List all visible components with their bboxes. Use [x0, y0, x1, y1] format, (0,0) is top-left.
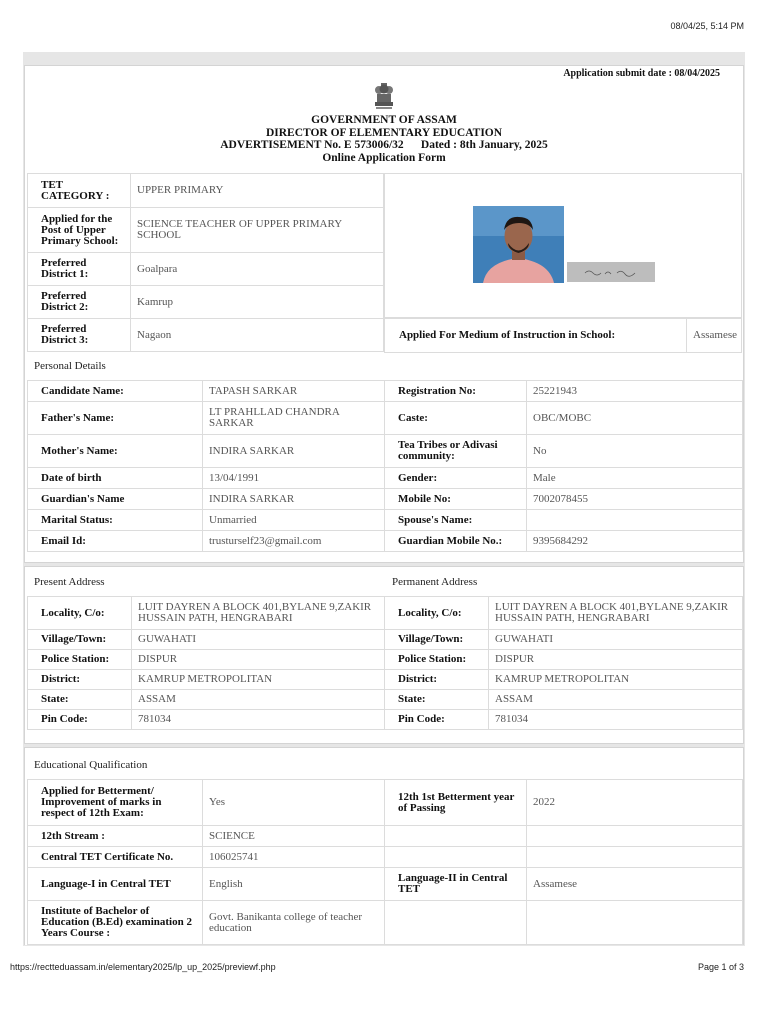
field-label: Father's Name: — [28, 402, 203, 435]
permanent-value: GUWAHATI — [489, 630, 743, 650]
medium-table — [384, 318, 742, 353]
education-title: Educational Qualification — [34, 759, 148, 771]
present-value: KAMRUP METROPOLITAN — [132, 670, 385, 690]
present-value: 781034 — [132, 710, 385, 730]
candidate-photo — [473, 206, 564, 283]
field-label: District: — [28, 670, 132, 690]
field-label: Email Id: — [28, 531, 203, 552]
permanent-value: 781034 — [489, 710, 743, 730]
field-label: Pin Code: — [385, 710, 489, 730]
field-label: Locality, C/o: — [385, 597, 489, 630]
field-label: Preferred District 3: — [28, 319, 131, 352]
field-value: No — [527, 435, 743, 468]
field-value: Male — [527, 468, 743, 489]
field-label: Mobile No: — [385, 489, 527, 510]
field-label: 12th 1st Betterment year of Passing — [385, 780, 527, 826]
table-row — [28, 710, 743, 730]
field-value: Assamese — [527, 868, 743, 901]
field-value: 2022 — [527, 780, 743, 826]
field-label: Preferred District 1: — [28, 253, 131, 286]
field-label: Institute of Bachelor of Education (B.Ed) examination 2 Years Course : — [28, 901, 203, 945]
field-value: Nagaon — [131, 319, 384, 352]
field-label: Village/Town: — [28, 630, 132, 650]
field-label: Police Station: — [385, 650, 489, 670]
field-label: District: — [385, 670, 489, 690]
medium-value: Assamese — [687, 319, 742, 353]
permanent-value: LUIT DAYREN A BLOCK 401,BYLANE 9,ZAKIR HUSSAIN PATH, HENGRABARI — [489, 597, 743, 630]
table-row — [28, 670, 743, 690]
department-title: DIRECTOR OF ELEMENTARY EDUCATION — [265, 127, 503, 139]
field-value: INDIRA SARKAR — [203, 435, 385, 468]
field-value — [527, 826, 743, 847]
field-label: State: — [385, 690, 489, 710]
table-row — [28, 780, 743, 826]
personal-details-table — [27, 380, 743, 552]
advertisement-date: Dated : 8th January, 2025 — [420, 139, 548, 151]
field-value: SCIENCE — [203, 826, 385, 847]
field-label: Preferred District 2: — [28, 286, 131, 319]
permanent-value: DISPUR — [489, 650, 743, 670]
advertisement-number: ADVERTISEMENT No. E 573006/32 — [220, 139, 404, 151]
field-label: Village/Town: — [385, 630, 489, 650]
field-value: Yes — [203, 780, 385, 826]
field-label: TET CATEGORY : — [28, 174, 131, 208]
field-value: UPPER PRIMARY — [131, 174, 384, 208]
table-row — [28, 319, 384, 352]
field-label: Locality, C/o: — [28, 597, 132, 630]
table-row — [28, 286, 384, 319]
field-value: Goalpara — [131, 253, 384, 286]
table-row — [28, 531, 743, 552]
field-label: Language-II in Central TET — [385, 868, 527, 901]
permanent-address-title: Permanent Address — [392, 576, 478, 588]
present-value: GUWAHATI — [132, 630, 385, 650]
field-label: Language-I in Central TET — [28, 868, 203, 901]
field-label — [385, 847, 527, 868]
field-value: SCIENCE TEACHER OF UPPER PRIMARY SCHOOL — [131, 208, 384, 253]
table-row — [28, 468, 743, 489]
field-label: Spouse's Name: — [385, 510, 527, 531]
application-table — [27, 173, 384, 352]
field-label: Caste: — [385, 402, 527, 435]
field-label — [385, 826, 527, 847]
education-table — [27, 779, 743, 945]
field-value: 13/04/1991 — [203, 468, 385, 489]
field-label: Gender: — [385, 468, 527, 489]
field-value: INDIRA SARKAR — [203, 489, 385, 510]
field-label: State: — [28, 690, 132, 710]
field-value: Unmarried — [203, 510, 385, 531]
field-label: Guardian Mobile No.: — [385, 531, 527, 552]
form-title: Online Application Form — [322, 152, 446, 164]
field-label: Registration No: — [385, 381, 527, 402]
table-row — [28, 435, 743, 468]
table-row — [28, 489, 743, 510]
field-value — [527, 510, 743, 531]
signature-scribble — [567, 262, 655, 282]
table-row — [385, 319, 742, 353]
field-value: 25221943 — [527, 381, 743, 402]
submit-date: Application submit date : 08/04/2025 — [563, 68, 720, 79]
table-row — [28, 402, 743, 435]
present-address-title: Present Address — [34, 576, 105, 588]
field-value: English — [203, 868, 385, 901]
table-row — [28, 510, 743, 531]
field-value — [527, 847, 743, 868]
advertisement-line — [0, 139, 768, 151]
field-label: Date of birth — [28, 468, 203, 489]
table-row — [28, 650, 743, 670]
photo-box — [384, 173, 742, 318]
table-row — [28, 381, 743, 402]
medium-label: Applied For Medium of Instruction in School: — [385, 319, 687, 353]
table-row — [28, 868, 743, 901]
present-value: DISPUR — [132, 650, 385, 670]
field-value: 9395684292 — [527, 531, 743, 552]
field-value: Kamrup — [131, 286, 384, 319]
field-label: 12th Stream : — [28, 826, 203, 847]
field-label — [385, 901, 527, 945]
field-label: Pin Code: — [28, 710, 132, 730]
field-value: trusturself23@gmail.com — [203, 531, 385, 552]
field-label: Applied for the Post of Upper Primary School: — [28, 208, 131, 253]
field-value: TAPASH SARKAR — [203, 381, 385, 402]
page-indicator: Page 1 of 3 — [697, 962, 744, 972]
field-value: LT PRAHLLAD CHANDRA SARKAR — [203, 402, 385, 435]
table-row — [28, 847, 743, 868]
print-datetime: 08/04/25, 5:14 PM — [670, 21, 744, 31]
table-row — [28, 597, 743, 630]
field-value: 106025741 — [203, 847, 385, 868]
candidate-signature — [567, 262, 655, 282]
page-url: https://rectteduassam.in/elementary2025/lp_up_2025/previewf.php — [10, 962, 276, 972]
personal-details-title: Personal Details — [34, 360, 106, 372]
table-row — [28, 690, 743, 710]
field-label: Marital Status: — [28, 510, 203, 531]
field-label: Mother's Name: — [28, 435, 203, 468]
table-row — [28, 901, 743, 945]
field-label: Tea Tribes or Adivasi community: — [385, 435, 527, 468]
table-row — [28, 208, 384, 253]
present-value: ASSAM — [132, 690, 385, 710]
address-table — [27, 596, 743, 730]
table-row — [28, 253, 384, 286]
government-title: GOVERNMENT OF ASSAM — [311, 114, 457, 126]
state-emblem-icon — [370, 80, 398, 112]
present-value: LUIT DAYREN A BLOCK 401,BYLANE 9,ZAKIR HUSSAIN PATH, HENGRABARI — [132, 597, 385, 630]
permanent-value: ASSAM — [489, 690, 743, 710]
permanent-value: KAMRUP METROPOLITAN — [489, 670, 743, 690]
field-value: OBC/MOBC — [527, 402, 743, 435]
field-label: Police Station: — [28, 650, 132, 670]
table-row — [28, 174, 384, 208]
field-label: Central TET Certificate No. — [28, 847, 203, 868]
field-label: Candidate Name: — [28, 381, 203, 402]
table-row — [28, 630, 743, 650]
field-label: Guardian's Name — [28, 489, 203, 510]
field-value: 7002078455 — [527, 489, 743, 510]
table-row — [28, 826, 743, 847]
field-value: Govt. Banikanta college of teacher education — [203, 901, 385, 945]
field-value — [527, 901, 743, 945]
field-label: Applied for Betterment/ Improvement of marks in respect of 12th Exam: — [28, 780, 203, 826]
